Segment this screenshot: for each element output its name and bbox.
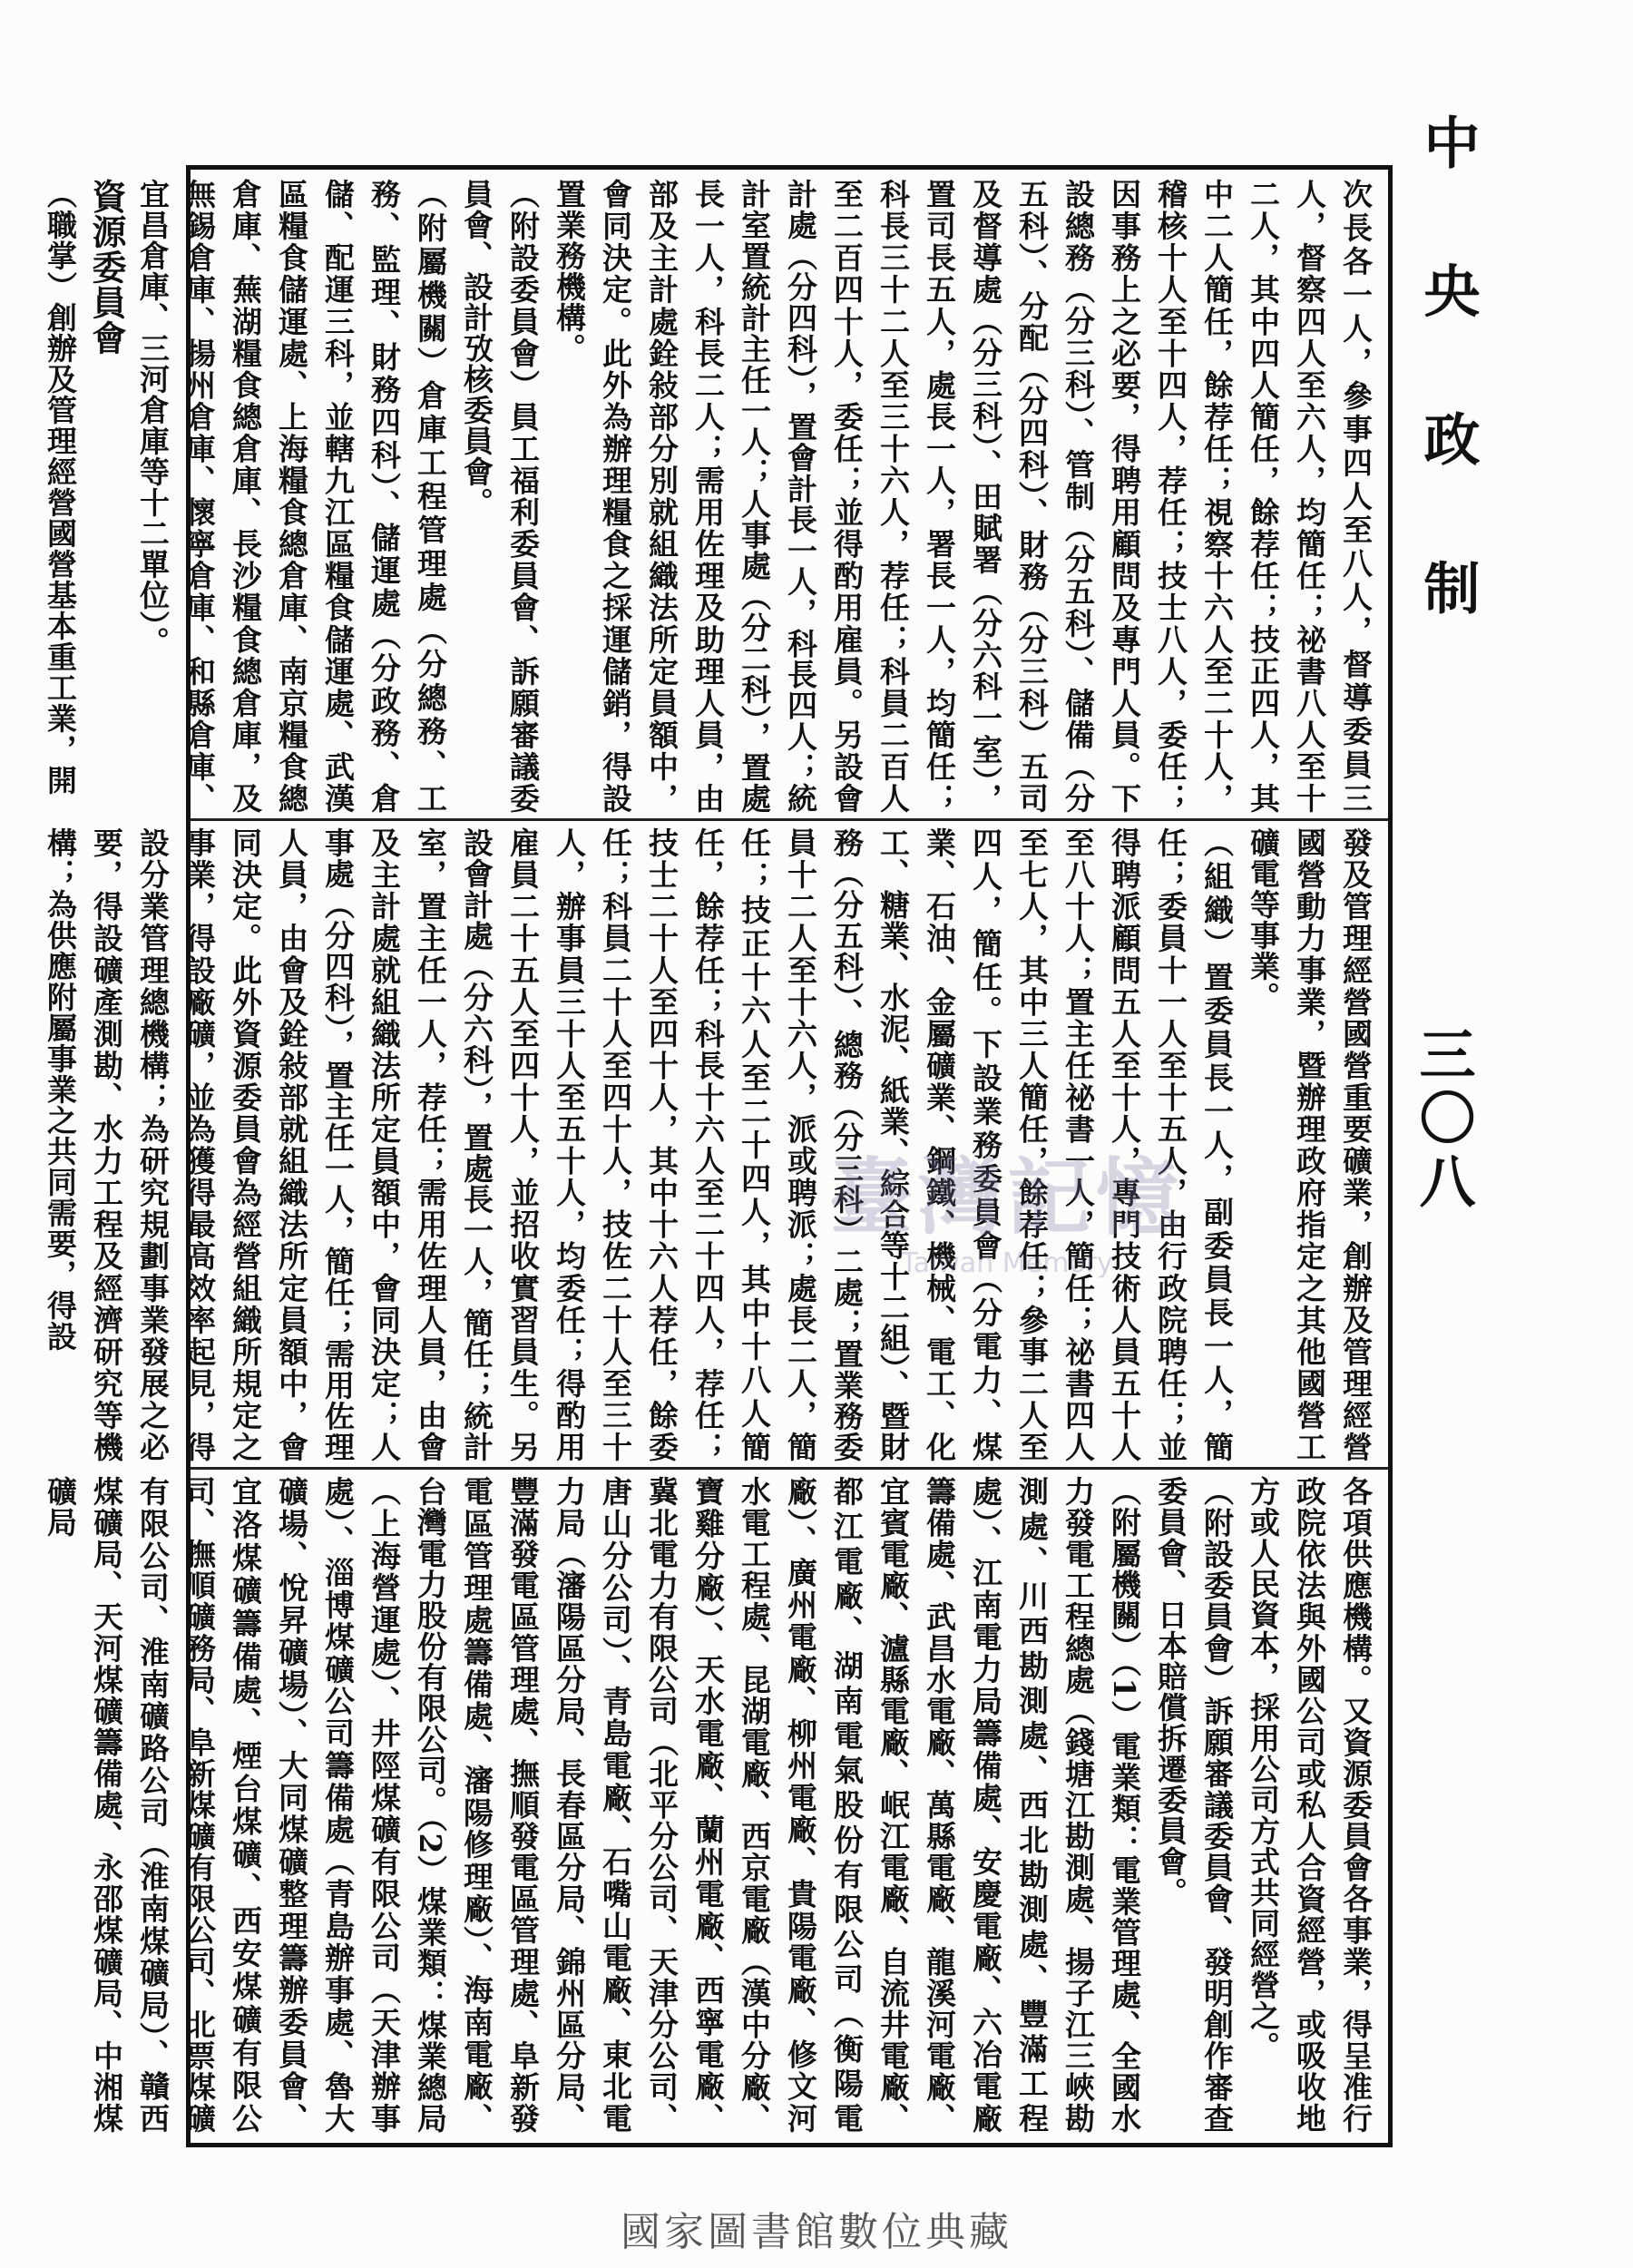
paragraph: （附設委員會）員工福利委員會、訴願審議委員會、設計攷核委員會。 xyxy=(459,179,541,814)
page-number: 三〇八 xyxy=(1410,1025,1476,1216)
text-band-bottom xyxy=(43,1476,1379,2134)
paragraph: （組織）置委員長一人，副委員長一人，簡任；委員十一人至十五人，由行政院聘任；並得聘派顧問五人至十人，專門技術人員五十人至八十人；置主任祕書一人，簡任；祕書四人至七人，其中三人簡任，餘荐任；參事二人至四人，簡任。下設業務委員會（分電力、煤業、石油、金屬礦業、鋼鐵、機械、電工、化工、糖業、水泥、紙業、綜合等十二組）、暨財務（分五科）、總務（分三科）二處；置業務委員十二人至十六人，派或聘派；處長二人，簡任；技正十六人至二十四人，其中十八人簡任，餘荐任；科長十六人至二十四人，荐任；技士二十人至四十人，其中十六人荐任，餘委任；科員二十人至四十人，技佐二十人至三十人，辦事員三十人至五十人，均委任；得酌用雇員二十五人至四十人，並招收實習員生。另設會計處（分六科），置處長一人，簡任；統計室，置主任一人，荐任；需用佐理人員，由會及主計處就組織法所定員額中，會同決定；人事處（分四科），置主任一人，簡任；需用佐理人員，由會及銓敍部就組織法所定員額中，會同決定。此外資源委員會為經營組織所規定之事業，得設廠礦，並為獲得最高效率起見，得設分業管理總機構；為研究規劃事業發展之必要，得設礦產測勘、水力工程及經濟研究等機構；為供應附屬事業之共同需要，得設 xyxy=(43,827,1235,1462)
library-footer: 國家圖書館數位典藏 xyxy=(621,2209,1012,2255)
watermark-title: 臺灣記憶 xyxy=(828,1149,1185,1246)
section-heading: 資源委員會 xyxy=(86,179,127,356)
paragraph: 次長各一人，參事四人至八人，督導委員三人，督察四人至六人，均簡任；祕書八人至十二人，其中四人簡任，餘荐任；技正四人，其中二人簡任，餘荐任；視察十六人至二十人，稽核十人至十四人，荐任；技士八人，委任；因事務上之必要，得聘用顧問及專門人員。下設總務（分三科）、管制（分五科）、儲備（分五科）、分配（分四科）、財務（分三科）五司及督導處（分三科）、田賦署（分六科一室），置司長五人，處長一人，署長一人，均簡任；科長三十二人至三十六人，荐任；科員二百人至二百四十人，委任；並得酌用雇員。另設會計處（分四科），置會計長一人，科長四人；統計室置統計主任一人；人事處（分二科），置處長一人，科長二人；需用佐理及助理人員，由部及主計處銓敍部分別就組織法所定員額中，會同決定。此外為辦理糧食之採運儲銷，得設置業務機構。 xyxy=(552,179,1374,814)
paragraph: （附屬機關）倉庫工程管理處（分總務、工務、監理、財務四科）、儲運處（分政務、倉儲、配運三科，並轄九江區糧食儲運處、武漢區糧食儲運處、上海糧食總倉庫、南京糧食總倉庫、蕪湖糧食總倉庫、長沙糧食總倉庫，及無錫倉庫、揚州倉庫、懷寧倉庫、和縣倉庫、宜昌倉庫、三河倉庫等十二單位）。 xyxy=(135,179,448,814)
paragraph: （附屬機關）（1）電業類：電業管理處、全國水力發電工程總處（錢塘江勘測處、揚子江三峽勘測處、川西勘測處、西北勘測處、豐滿工程處）、江南電力局籌備處、安慶電廠、六冶電廠籌備處、武昌水電廠、萬縣電廠、龍溪河電廠、宜賓電廠、瀘縣電廠、岷江電廠、自流井電廠、都江電廠、湖南電氣股份有限公司（衡陽電廠）、廣州電廠、柳州電廠、貴陽電廠、修文河水電工程處、昆湖電廠、西京電廠（漢中分廠、寶雞分廠）、天水電廠、蘭州電廠、西寧電廠、冀北電力有限公司（北平分公司、天津分公司、唐山分公司）、青島電廠、石嘴山電廠、東北電力局（瀋陽區分局、長春區分局、錦州區分局、豐滿發電區管理處、撫順發電區管理處、阜新發電區管理處籌備處、瀋陽修理廠）、海南電廠、台灣電力股份有限公司。（2）煤業類：煤業總局（上海營運處）、井陘煤礦有限公司（天津辦事處）、淄博煤礦公司籌備處（青島辦事處、魯大礦場、悅昇礦場）、大同煤礦整理籌辦委員會、宜洛煤礦籌備處、煙台煤礦、西安煤礦有限公司、撫順礦務局、阜新煤礦有限公司、北票煤礦有限公司、淮南礦路公司（淮南煤礦局）、贛西煤礦局、天河煤礦籌備處、永邵煤礦局、中湘煤礦局 xyxy=(43,1476,1142,2134)
band-divider xyxy=(191,818,1388,821)
paragraph: （職掌）創辦及管理經營國營基本重工業，開 xyxy=(43,179,78,796)
running-title: 中 央 政 制 xyxy=(1414,113,1481,651)
band-text xyxy=(43,827,1379,1462)
paragraph: （附設委員會）訴願審議委員會、發明創作審查委員會、日本賠償拆遷委員會。 xyxy=(1153,1476,1235,2134)
text-frame xyxy=(43,165,1393,2147)
paragraph: 各項供應機構。又資源委員會各事業，得呈准行政院依法與外國公司或私人合資經營，或吸收地方或人民資本，採用公司方式共同經營之。 xyxy=(1246,1476,1374,2134)
paragraph: 發及管理經營國營重要礦業，創辦及管理經營國營動力事業，暨辦理政府指定之其他國營工礦電等事業。 xyxy=(1246,827,1374,1462)
band-text xyxy=(43,1476,1379,2134)
text-band-top xyxy=(43,179,1379,814)
text-band-middle xyxy=(43,827,1379,1462)
watermark-subtitle: Taiwan Memory xyxy=(901,1247,1113,1279)
band-divider xyxy=(191,1467,1388,1470)
band-text xyxy=(43,179,1379,814)
